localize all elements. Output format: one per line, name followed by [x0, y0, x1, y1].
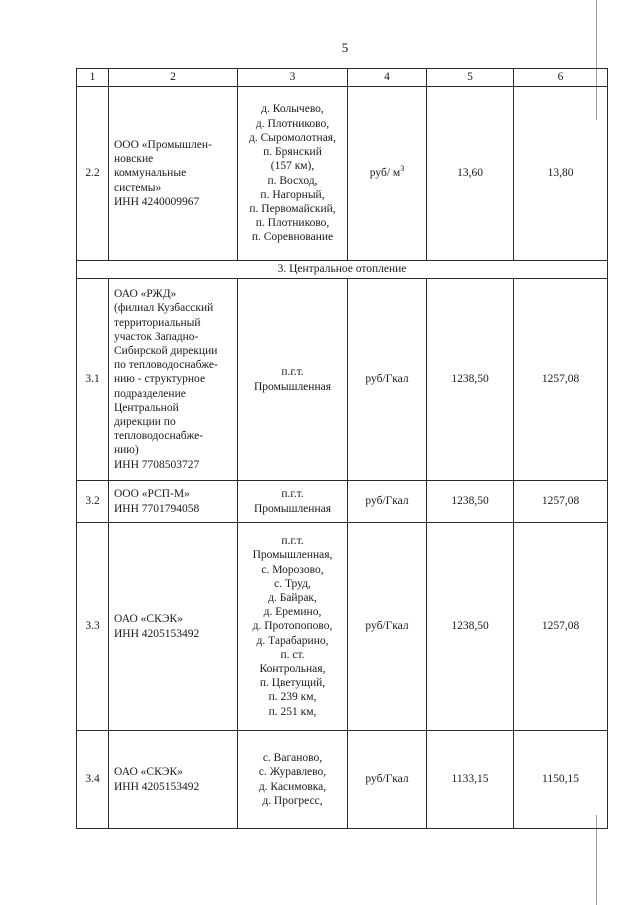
tariff-value-2: 1257,08: [514, 279, 608, 481]
row-number: 3.3: [77, 523, 109, 731]
organization-cell: ОАО «РЖД» (филиал Кузбасский территориальный участок Западно- Сибирской дирекции по тепловодоснабже- нию - структурное подразделение Центральной дирекции по тепловодоснабже- нию) ИНН 7708503727: [109, 279, 238, 481]
header-cell: 5: [427, 69, 514, 87]
table-row: [77, 481, 608, 523]
header-cell: 4: [348, 69, 427, 87]
table-row: [77, 279, 608, 481]
unit-cell: руб/Гкал: [348, 523, 427, 731]
tariff-value-2: 1257,08: [514, 523, 608, 731]
tariff-value-1: 1133,15: [427, 731, 514, 829]
section-title: 3. Центральное отопление: [77, 261, 608, 279]
organization-cell: ОАО «СКЭК» ИНН 4205153492: [109, 731, 238, 829]
section-row: [77, 261, 608, 279]
organization-cell: ООО «РСП-М» ИНН 7701794058: [109, 481, 238, 523]
page-number: 5: [341, 40, 349, 55]
row-number: 3.1: [77, 279, 109, 481]
header-cell: 1: [77, 69, 109, 87]
organization-cell: ОАО «СКЭК» ИНН 4205153492: [109, 523, 238, 731]
tariff-value-2: 13,80: [514, 87, 608, 261]
locality-cell: п.г.т. Промышленная: [238, 481, 348, 523]
header-cell: 6: [514, 69, 608, 87]
unit-cell: руб/Гкал: [348, 279, 427, 481]
tariff-value-2: 1257,08: [514, 481, 608, 523]
unit-cell: руб/Гкал: [348, 481, 427, 523]
unit-text: руб/ м: [369, 167, 401, 180]
tariff-value-1: 1238,50: [427, 481, 514, 523]
tariff-table: [76, 68, 608, 829]
organization-cell: ООО «Промышлен- новские коммунальные системы» ИНН 4240009967: [109, 87, 238, 261]
tariff-value-2: 1150,15: [514, 731, 608, 829]
tariff-value-1: 1238,50: [427, 279, 514, 481]
row-number: 3.4: [77, 731, 109, 829]
tariff-value-1: 13,60: [427, 87, 514, 261]
locality-cell: п.г.т. Промышленная: [238, 279, 348, 481]
table-row: [77, 87, 608, 261]
tariff-value-1: 1238,50: [427, 523, 514, 731]
unit-cell: [348, 87, 427, 261]
unit-superscript: 3: [400, 164, 405, 174]
locality-cell: п.г.т. Промышленная, с. Морозово, с. Труд, д. Байрак, д. Еремино, д. Протопопово, д. Тарабарино, п. ст. Контрольная, п. Цветущий, п. 239 км, п. 251 км,: [238, 523, 348, 731]
header-row: [77, 69, 608, 87]
header-cell: 3: [238, 69, 348, 87]
table-row: [77, 731, 608, 829]
locality-cell: д. Колычево, д. Плотниково, д. Сыромолотная, п. Брянский (157 км), п. Восход, п. Нагорный, п. Первомайский, п. Плотниково, п. Соревнование: [238, 87, 348, 261]
table-row: [77, 523, 608, 731]
locality-cell: с. Ваганово, с. Журавлево, д. Касимовка, д. Прогресс,: [238, 731, 348, 829]
unit-cell: руб/Гкал: [348, 731, 427, 829]
header-cell: 2: [109, 69, 238, 87]
row-number: 2.2: [77, 87, 109, 261]
row-number: 3.2: [77, 481, 109, 523]
